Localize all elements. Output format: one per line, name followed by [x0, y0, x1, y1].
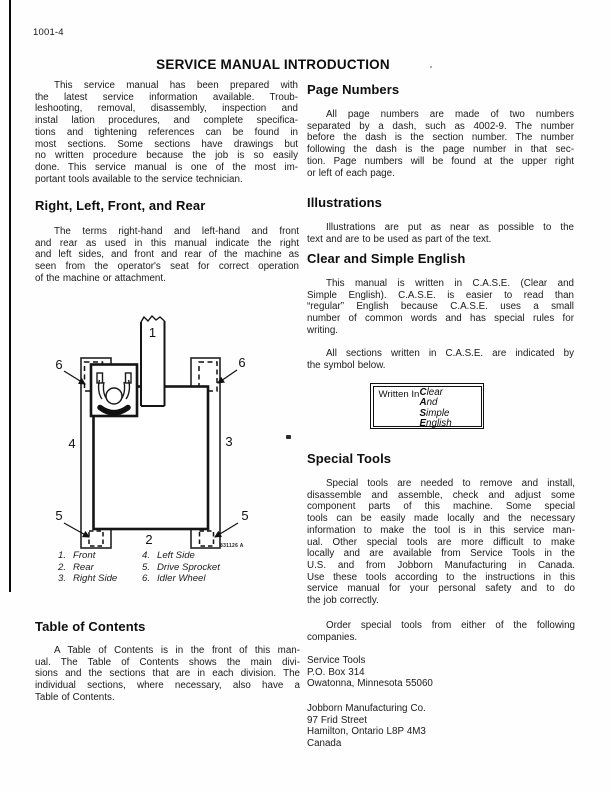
text-line: tion. Page numbers will be found at the upper right: [307, 155, 574, 167]
text-line: or left of each page.: [307, 167, 395, 179]
callout-sprocket-right-number: 5: [241, 508, 249, 523]
text-line: and rear as used in this manual indicate the right: [35, 237, 299, 249]
scan-edge-line: [9, 0, 11, 592]
text-line: the latest service information available. Troub-: [35, 91, 298, 103]
text-line: and left sides, and front and rear of the machine as: [35, 249, 299, 261]
section-heading-clear-simple-english: Clear and Simple English: [307, 251, 466, 266]
callout-sprocket-left-number: 5: [55, 508, 63, 523]
scan-speck: [286, 435, 291, 439]
section-heading-special-tools: Special Tools: [307, 451, 392, 466]
case-symbol-box-inner: [373, 386, 482, 430]
section-heading-page-numbers: Page Numbers: [307, 82, 400, 97]
text-line: portant tools available to the service technician.: [35, 173, 243, 185]
case-symbol-words: [420, 388, 452, 430]
text-line: Special tools are needed to remove and install,: [326, 478, 575, 489]
arrow-idler-right: [218, 370, 237, 383]
text-line: text and are to be used as part of the text.: [307, 233, 492, 245]
text-line: number of common words and has special rules for: [307, 313, 574, 325]
text-line: before the dash is the section number. The number: [307, 132, 574, 144]
legend-item: 1. Front: [58, 550, 96, 561]
text-line: Table of Contents.: [35, 691, 115, 703]
legend-item: 2. Rear: [58, 561, 94, 573]
text-line: 97 Frid Street: [307, 714, 367, 726]
case-symbol-word: Simple: [419, 407, 450, 419]
text-line: tions and tightening references can be found in: [35, 126, 298, 138]
callout-right-side-number: 3: [225, 434, 233, 449]
text-line: instal lation procedures, and complete specifica-: [35, 115, 298, 127]
text-line: most sections. Some sections have drawings but: [35, 138, 298, 150]
case-symbol-word: Clear: [419, 386, 443, 398]
text-line: Hamilton, Ontario L8P 4M3: [307, 726, 426, 738]
text-line: ual. Other special tools are more difficult to make: [307, 536, 575, 548]
text-line: sions and the sections that are in each division. The: [35, 668, 300, 680]
page-title: SERVICE MANUAL INTRODUCTION: [156, 57, 390, 72]
text-line: Service Tools: [307, 655, 366, 666]
text-line: Canada: [307, 738, 342, 750]
case-symbol-box: [370, 383, 484, 429]
case-symbol-word: English: [419, 418, 452, 430]
text-line: writing.: [307, 324, 339, 336]
legend-item: 4. Left Side: [142, 550, 195, 561]
text-line: service manual for your personal safety and to do: [307, 583, 575, 595]
case-symbol-prefix: Written In: [378, 388, 420, 400]
text-line: Simple English). C.A.S.E. is easier to read than: [307, 289, 574, 301]
text-line: The terms right-hand and left-hand and front: [54, 226, 299, 237]
text-line: seen from the operator's seat for correct operation: [35, 261, 299, 273]
text-line: All page numbers are made of two numbers: [326, 109, 574, 120]
text-line: This manual is written in C.A.S.E. (Clear and: [326, 278, 574, 289]
special-tools-paragraph-1: [307, 478, 575, 607]
text-line: leshooting, removal, disassembly, inspection and: [35, 103, 298, 115]
callout-idler-right-number: 6: [238, 355, 246, 370]
text-line: This service manual has been prepared with: [54, 80, 298, 91]
text-line: U.S. and from Jobborn Manufacturing in Canada.: [307, 559, 575, 571]
text-line: Order special tools from either of the following: [326, 620, 575, 631]
text-line: no written procedure because the job is so easily: [35, 150, 298, 162]
illustrations-paragraph: [307, 222, 574, 245]
text-line: “regular” English because C.A.S.E. uses a small: [307, 301, 574, 313]
text-line: Use these tools according to the instructions in this: [307, 571, 575, 583]
special-tools-paragraph-2: [307, 620, 575, 643]
text-line: of the machine or attachment.: [35, 272, 166, 284]
case-paragraph-1: [307, 278, 574, 337]
text-line: the symbol below.: [307, 359, 386, 371]
text-line: information to make the tool is in this service man-: [307, 524, 575, 536]
machine-orientation-figure: [40, 312, 255, 552]
text-line: locally and are available from Service Tools in the: [307, 548, 575, 560]
rlfr-paragraph: [35, 226, 299, 285]
text-line: disassemble and assemble, check and adjust some: [307, 489, 575, 501]
text-line: the job correctly.: [307, 595, 379, 607]
text-line: ual. The Table of Contents shows the main divi-: [35, 656, 300, 668]
figure-ref-code: 831126 A: [220, 543, 244, 549]
intro-paragraph: [35, 80, 298, 185]
operator-head: [106, 388, 122, 404]
text-line: component parts of this machine. Some special: [307, 501, 575, 513]
callout-left-side-number: 4: [68, 436, 76, 451]
address-jobborn: [307, 703, 575, 750]
text-line: companies.: [307, 631, 358, 643]
case-paragraph-2: [307, 348, 574, 371]
text-line: tools can be easily made locally and the necessary: [307, 513, 575, 525]
text-line: individual sections, where necessary, also have a: [35, 680, 300, 692]
page-numbers-paragraph: [307, 109, 574, 179]
section-heading-illustrations: Illustrations: [307, 195, 382, 210]
callout-idler-left-number: 6: [55, 357, 63, 372]
text-line: separated by a dash, such as 4002-9. The number: [307, 120, 574, 132]
figure-legend-left: [58, 550, 117, 585]
legend-item: 3. Right Side: [58, 573, 118, 584]
text-line: A Table of Contents is in the front of this man-: [54, 645, 300, 656]
text-line: done. This service manual is one of the most im-: [35, 161, 298, 173]
toc-paragraph: [35, 645, 300, 704]
text-line: All sections written in C.A.S.E. are indicated by: [326, 348, 574, 359]
legend-item: 6. Idler Wheel: [142, 573, 206, 584]
callout-rear-number: 2: [145, 532, 153, 547]
text-line: following the dash is the page number in that sec-: [307, 144, 574, 156]
section-heading-right-left-front-rear: Right, Left, Front, and Rear: [35, 198, 206, 213]
section-heading-table-of-contents: Table of Contents: [35, 619, 146, 634]
text-line: P.O. Box 314: [307, 666, 365, 678]
text-line: Owatonna, Minnesota 55060: [307, 678, 433, 690]
address-service-tools: [307, 655, 575, 690]
figure-legend-right: [142, 550, 220, 585]
page-number: 1001-4: [33, 27, 64, 38]
text-line: Jobborn Manufacturing Co.: [307, 703, 426, 714]
case-symbol-word: And: [419, 397, 438, 409]
callout-front-number: 1: [148, 325, 157, 340]
legend-item: 5. Drive Sprocket: [142, 561, 220, 573]
text-line: Illustrations are put as near as possible to the: [326, 222, 574, 233]
